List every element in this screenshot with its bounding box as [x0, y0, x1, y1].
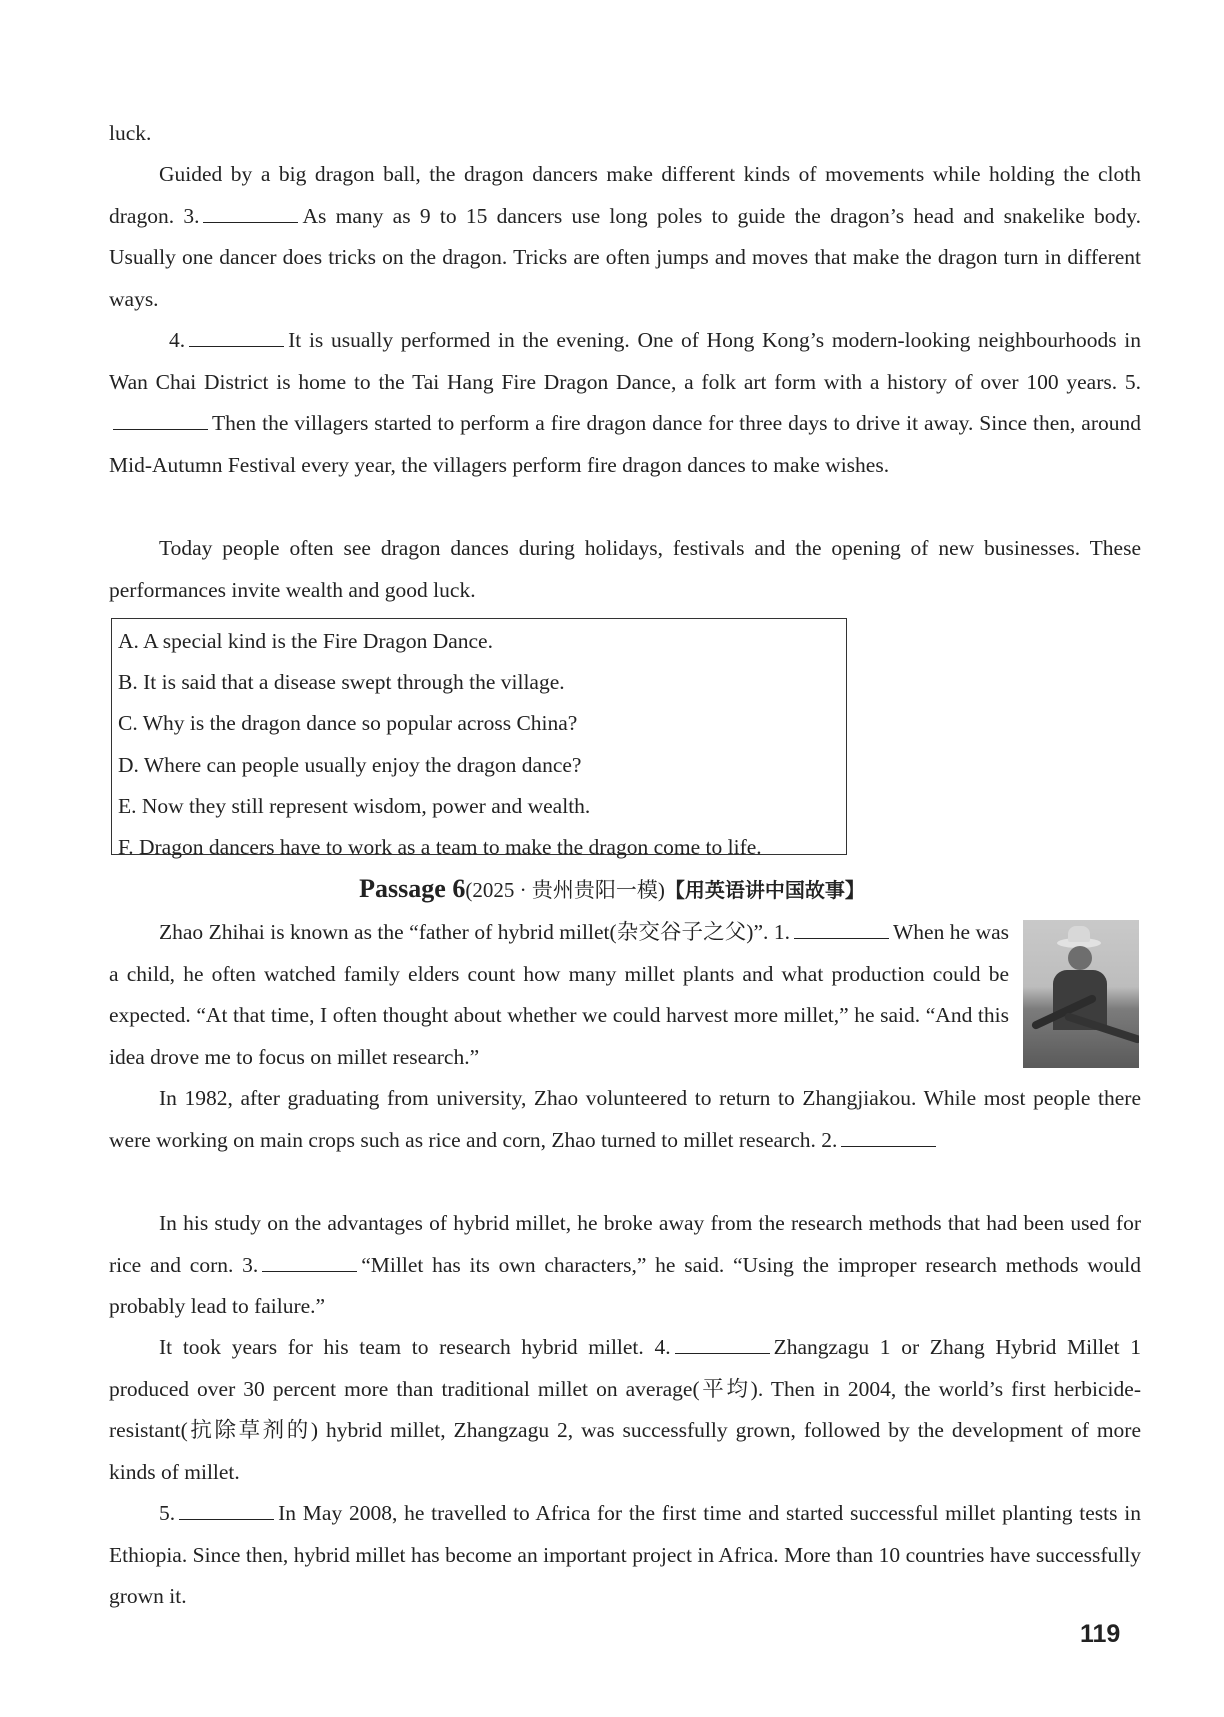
- face: [1068, 946, 1092, 970]
- hat-crown: [1068, 926, 1090, 942]
- options-box: [111, 618, 847, 860]
- option-d: D. Where can people usually enjoy the dragon dance?: [118, 752, 582, 777]
- option-c: C. Why is the dragon dance so popular across China?: [118, 711, 578, 736]
- text-years-1: It took years for his team to research hybrid millet. 4.: [159, 1335, 671, 1359]
- answer-blank-4[interactable]: [189, 329, 284, 347]
- text-zhao-1: Zhao Zhihai is known as the “father of hybrid millet(杂交谷子之父)”. 1.: [159, 920, 790, 944]
- question-number-4: 4.: [169, 328, 186, 352]
- para-guided: [109, 154, 1141, 320]
- option-b: B. It is said that a disease swept through the village.: [118, 670, 565, 695]
- text-study-1: In his study on the advantages of hybrid millet, he broke away from the research methods that had been used for rice and corn. 3.: [109, 1211, 1141, 1277]
- text-africa: In May 2008, he travelled to Africa for the first time and started successful millet planting tests in Ethiopia. Since then, hybrid millet has become an important project in Africa. More than 10 countries have successfully grown it.: [109, 1501, 1141, 1608]
- answer-blank-p6-5[interactable]: [179, 1502, 274, 1520]
- passage-source: (2025 · 贵州贵阳一模): [465, 878, 665, 902]
- answer-blank-3[interactable]: [203, 205, 298, 223]
- answer-blank-p6-2[interactable]: [841, 1129, 936, 1147]
- para-today: [109, 528, 1141, 611]
- text-1982: In 1982, after graduating from university, Zhao volunteered to return to Zhangjiakou. While most people there were working on main crops such as rice and corn, Zhao turned to millet research. 2.: [109, 1086, 1141, 1152]
- text-study-2: “Millet has its own characters,” he said. “Using the improper research methods would probably lead to failure.”: [109, 1252, 1141, 1318]
- option-f: F. Dragon dancers have to work as a team to make the dragon come to life.: [118, 835, 762, 860]
- text-fire-2: Then the villagers started to perform a fire dragon dance for three days to drive it away. Since then, around Mid-Autumn Festival every year, the villagers perform fire dragon dances to make wishes.: [109, 411, 1141, 477]
- passage-tag: 【用英语讲中国故事】: [664, 878, 865, 902]
- page-number: 119: [1080, 1620, 1121, 1648]
- option-e: E. Now they still represent wisdom, power and wealth.: [118, 793, 591, 818]
- text-zhao-2: When he was a child, he often watched family elders count how many millet plants and what production could be expected. “At that time, I often thought about whether we could harvest more millet,” he said. “And this idea drove me to focus on millet research.”: [109, 920, 1009, 1069]
- text-guided-2: As many as 9 to 15 dancers use long poles to guide the dragon’s head and snakelike body. Usually one dancer does tricks on the dragon. Tricks are often jumps and moves that make the dragon turn in different ways.: [109, 203, 1142, 311]
- para-africa: [109, 1493, 1141, 1618]
- para-years: [109, 1327, 1141, 1493]
- text-luck: luck.: [109, 121, 152, 145]
- text-today: Today people often see dragon dances during holidays, festivals and the opening of new businesses. These performances invite wealth and good luck.: [109, 536, 1141, 602]
- answer-blank-p6-3[interactable]: [262, 1254, 357, 1272]
- answer-blank-p6-1[interactable]: [794, 921, 889, 939]
- para-1982: [109, 1078, 1141, 1161]
- passage-heading: [0, 871, 1224, 908]
- farmer-photo: [1023, 920, 1139, 1068]
- text-guided-1: Guided by a big dragon ball, the dragon dancers make different kinds of movements while holding the cloth dragon. 3.: [109, 162, 1141, 228]
- answer-blank-p6-4[interactable]: [675, 1336, 770, 1354]
- text-years-2: Zhangzagu 1 or Zhang Hybrid Millet 1 produced over 30 percent more than traditional millet on average(平均). Then in 2004, the world’s first herbicide-resistant(抗除草剂的) hybrid millet, Zhangzagu 2, was successfully grown, followed by the development of more kinds of millet.: [109, 1335, 1141, 1484]
- answer-blank-5[interactable]: [113, 412, 208, 430]
- option-a: A. A special kind is the Fire Dragon Dance.: [118, 629, 493, 653]
- para-luck: [109, 113, 1141, 155]
- para-fire-dragon: [109, 320, 1141, 486]
- passage-title: Passage 6: [359, 874, 466, 903]
- para-study: [109, 1203, 1141, 1328]
- para-zhao-intro: [109, 912, 1009, 1078]
- question-number-p6-5: 5.: [159, 1501, 176, 1525]
- text-fire-1: It is usually performed in the evening. One of Hong Kong’s modern-looking neighbourhoods in Wan Chai District is home to the Tai Hang Fire Dragon Dance, a folk art form with a history of over 100 years. 5.: [109, 328, 1141, 394]
